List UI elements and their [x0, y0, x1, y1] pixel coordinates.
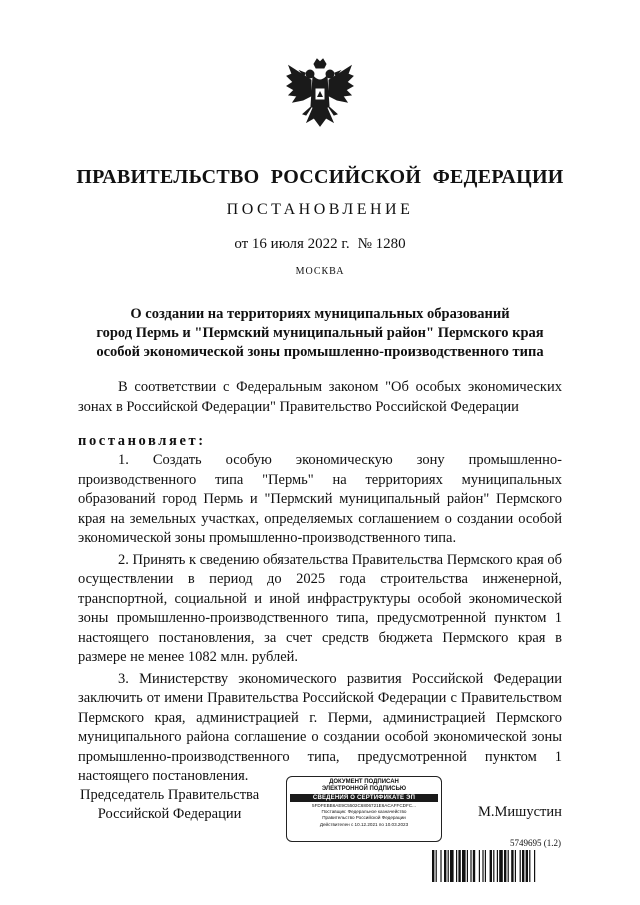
barcode-number: 5749695 (1.2) [510, 838, 561, 848]
document-number: № 1280 [357, 236, 406, 252]
heading-line: особой экономической зоны промышленно-производственного типа [96, 344, 544, 360]
government-title: ПРАВИТЕЛЬСТВО РОССИЙСКОЙ ФЕДЕРАЦИИ [76, 166, 564, 188]
stamp-validity: Действителен с 10.12.2021 по 10.03.2023 [319, 821, 409, 827]
stamp-issuer: Поставщик: Федеральное казначейство [321, 809, 407, 815]
stamp-serial: 5FDFEBB6AE9C5502C6806721E6ACAFFCDFC... [312, 803, 416, 808]
decree-item: 2. Принять к сведению обязательства Правительства Пермского края об осуществлении в период до 2025 года строительства инженерной, транспортной, социальной и иной инфраструктуры особой экономической зоны промышленно-производственного типа, предусмотренной пунктом 1 настоящего постановления, за счет средств бюджета Пермского края в размере не менее 1082 млн. рублей. [78, 551, 562, 665]
decree-item: 1. Создать особую экономическую зону промышленно-производственного типа "Пермь" на территориях муниципальных образований город Пермь и "Пермский муниципальный район" Пермского края на земельных участках, определяемых соглашением о создании особой экономической зоны промышленно-производственного типа. [78, 452, 562, 546]
signer-position-line: Председатель Правительства [80, 787, 260, 803]
stamp-subtitle: ЭЛЕКТРОННОЙ ПОДПИСЬЮ [321, 786, 407, 792]
document-date-line [0, 236, 640, 253]
electronic-signature-stamp [286, 776, 442, 842]
signer-position-line: Российской Федерации [97, 806, 242, 822]
signer-name: М.Мишустин [478, 804, 562, 820]
decree-word: постановляет: [78, 432, 206, 449]
document-body [78, 378, 562, 789]
stamp-title: ДОКУМЕНТ ПОДПИСАН [329, 779, 399, 785]
heading-line: О создании на территориях муниципальных образований [130, 306, 510, 322]
document-heading [60, 305, 580, 362]
barcode-image [432, 850, 566, 882]
document-type: ПОСТАНОВЛЕНИЕ [226, 201, 414, 218]
stamp-certificate-bar: СВЕДЕНИЯ О СЕРТИФИКАТЕ ЭП [290, 794, 438, 802]
document-city: МОСКВА [295, 266, 345, 277]
coat-of-arms-emblem [283, 58, 357, 150]
document-date: от 16 июля 2022 г. [234, 236, 350, 252]
decree-item: 3. Министерству экономического развития Российской Федерации заключить от имени Правительства Российской Федерации с Правительством Пермского края, администрацией г. Перми, администрацией Пермского муниципального района соглашение о создании особой экономической зоны промышленно-производственного типа, предусмотренной пунктом 1 настоящего постановления. [78, 670, 562, 784]
signer-position [80, 786, 259, 824]
heading-line: город Пермь и "Пермский муниципальный район" Пермского края [96, 325, 544, 341]
preamble-paragraph: В соответствии с Федеральным законом "Об особых экономических зонах в Российской Федерации" Правительство Российской Федерации [78, 379, 562, 415]
stamp-owner: Правительство Российской Федерации [322, 815, 406, 821]
